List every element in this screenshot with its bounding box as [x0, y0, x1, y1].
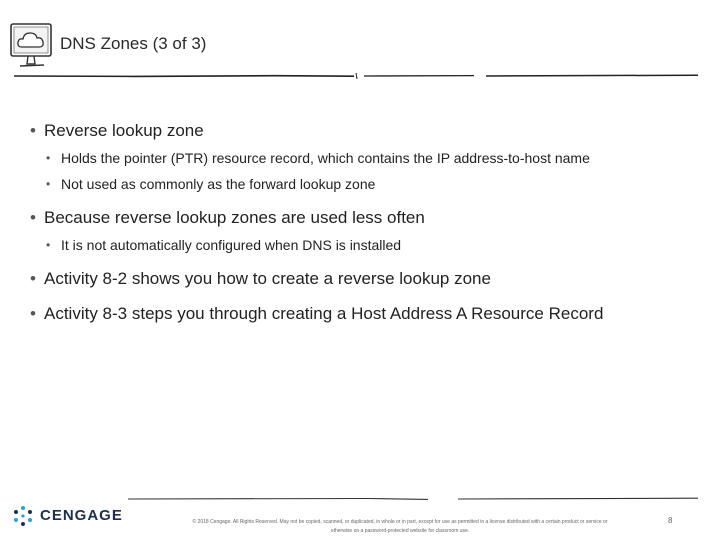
- bullet-activity-8-2: • Activity 8-2 shows you how to create a reverse lookup zone: [30, 268, 710, 290]
- slide-content: [30, 120, 710, 325]
- copyright-notice: [140, 518, 660, 536]
- cengage-logo: [12, 503, 142, 529]
- logo-text: CENGAGE: [40, 507, 123, 524]
- sub-bullet-not-auto-configured: • It is not automatically configured when DNS is installed: [30, 235, 710, 255]
- sub-bullet-not-common: • Not used as commonly as the forward lookup zone: [30, 174, 710, 194]
- slide-title: DNS Zones (3 of 3): [60, 34, 207, 53]
- bullet-used-less-often: • Because reverse lookup zones are used less often: [30, 207, 710, 229]
- copyright-line-1: © 2018 Cengage. All Rights Reserved. May not be copied, scanned, or duplicated, in whole or in part, except for use as permitted in a license distributed with a certain product or service or: [192, 519, 608, 525]
- sub-bullet-ptr-record: • Holds the pointer (PTR) resource record, which contains the IP address-to-host name: [30, 148, 710, 168]
- copyright-line-2: otherwise on a password-protected website for classroom use.: [330, 528, 470, 534]
- footer-divider: [128, 494, 698, 504]
- cengage-logo-icon: [12, 505, 34, 527]
- title-divider: [14, 70, 698, 82]
- bullet-activity-8-3: • Activity 8-3 steps you through creating a Host Address A Resource Record: [30, 303, 710, 325]
- cloud-monitor-icon: [8, 20, 56, 76]
- bullet-reverse-lookup-zone: • Reverse lookup zone: [30, 120, 710, 142]
- page-number: 8: [668, 516, 673, 525]
